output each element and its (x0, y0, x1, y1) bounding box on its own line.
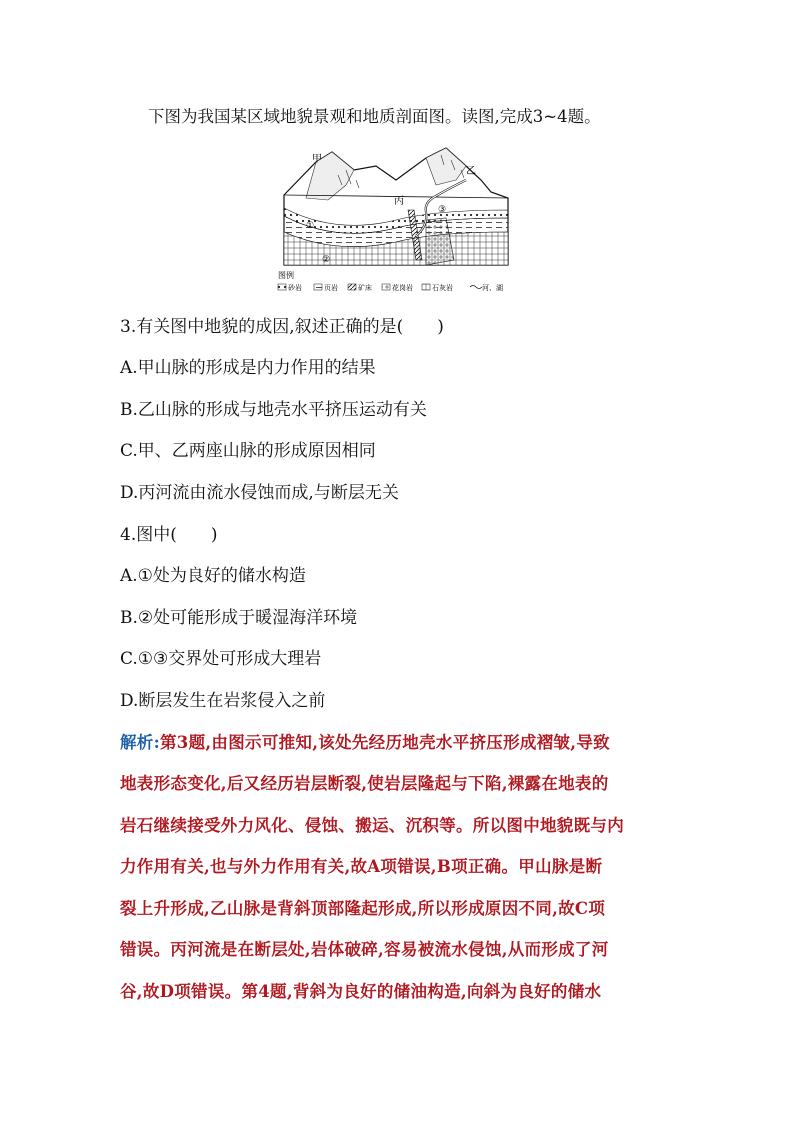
q3-option-b: B.乙山脉的形成与地壳水平挤压运动有关 (120, 400, 427, 420)
legend-title: 图例 (278, 271, 294, 280)
label-yi: 乙 (466, 166, 476, 177)
analysis-line-3: 力作用有关,也与外力作用有关,故A项错误,B项正确。甲山脉是断 (120, 857, 603, 876)
analysis-line-4: 裂上升形成,乙山脉是背斜顶部隆起形成,所以形成原因不同,故C项 (120, 899, 606, 918)
q4-option-b: B.②处可能形成于暖湿海洋环境 (120, 608, 358, 628)
q4-stem: 4.图中( ) (120, 525, 218, 545)
analysis-tag: 解析: (120, 733, 160, 752)
intro-text: 下图为我国某区域地貌景观和地质剖面图。读图,完成3~4题。 (148, 107, 601, 126)
analysis-line-5: 错误。丙河流是在断层处,岩体破碎,容易被流水侵蚀,从而形成了河 (120, 940, 609, 959)
label-1: ① (306, 221, 315, 231)
analysis-line-1: 地表形态变化,后又经历岩层断裂,使岩层隆起与下陷,裸露在地表的 (120, 774, 609, 793)
q3-option-c: C.甲、乙两座山脉的形成原因相同 (120, 441, 376, 461)
legend (278, 283, 503, 292)
q4-option-d: D.断层发生在岩浆侵入之前 (120, 691, 326, 711)
q4-option-a: A.①处为良好的储水构造 (120, 566, 306, 586)
label-3: ③ (438, 205, 447, 215)
label-jia: 甲 (312, 154, 322, 165)
legend-item-3: 花岗岩 (392, 284, 413, 292)
legend-item-5: 河、湖 (482, 284, 503, 292)
legend-item-1: 页岩 (324, 284, 338, 292)
geology-figure (276, 140, 528, 298)
q3-option-d: D.丙河流由流水侵蚀而成,与断层无关 (120, 483, 399, 503)
label-2: ② (322, 255, 331, 265)
analysis-line-6: 谷,故D项错误。第4题,背斜为良好的储油构造,向斜为良好的储水 (120, 982, 602, 1001)
legend-item-4: 石灰岩 (432, 284, 453, 292)
q4-option-c: C.①③交界处可形成大理岩 (120, 649, 322, 669)
legend-item-2: 矿床 (358, 284, 372, 292)
legend-item-0: 砂岩 (288, 284, 302, 292)
analysis-line-2: 岩石继续接受外力风化、侵蚀、搬运、沉积等。所以图中地貌既与内 (120, 816, 624, 835)
q3-option-a: A.甲山脉的形成是内力作用的结果 (120, 358, 376, 378)
label-bing: 丙 (394, 196, 404, 207)
q3-stem: 3.有关图中地貌的成因,叙述正确的是( ) (120, 317, 444, 337)
analysis-line-0: 解析:第3题,由图示可推知,该处先经历地壳水平挤压形成褶皱,导致 (120, 733, 610, 752)
